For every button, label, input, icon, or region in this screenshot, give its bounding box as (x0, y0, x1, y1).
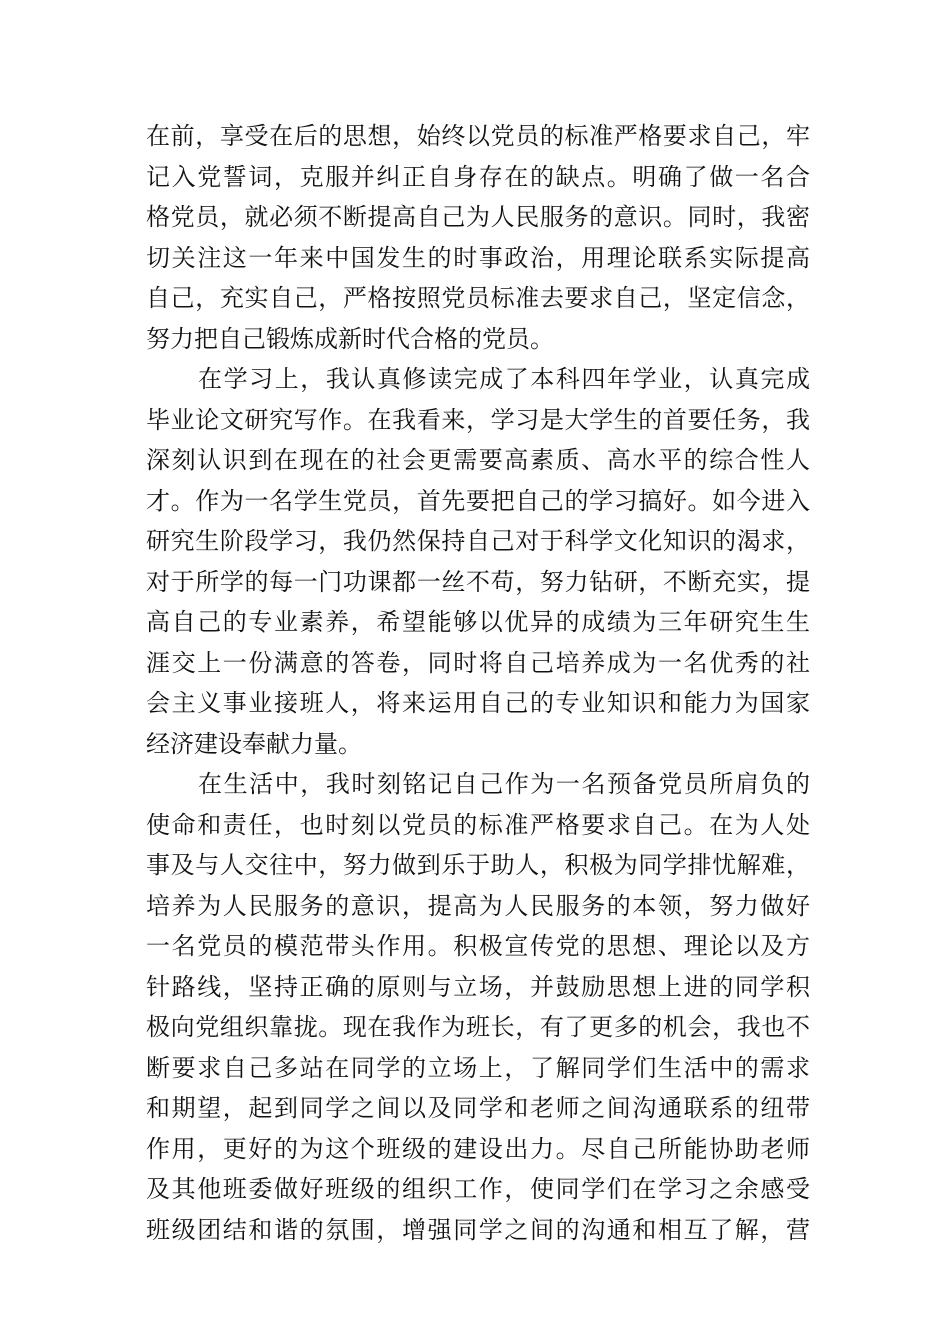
text-line: 培养为人民服务的意识，提高为人民服务的本领，努力做好 (146, 891, 810, 920)
text-line: 作用，更好的为这个班级的建设出力。尽自己所能协助老师 (146, 1134, 810, 1163)
text-line: 一名党员的模范带头作用。积极宣传党的思想、理论以及方 (146, 932, 810, 960)
text-line: 毕业论文研究写作。在我看来，学习是大学生的首要任务，我 (146, 405, 810, 434)
text-line: 事及与人交往中，努力做到乐于助人，积极为同学排忧解难， (146, 851, 810, 879)
text-line: 针路线，坚持正确的原则与立场，并鼓励思想上进的同学积 (146, 972, 810, 1001)
text-line: 及其他班委做好班级的组织工作，使同学们在学习之余感受 (146, 1175, 810, 1203)
text-line: 涯交上一份满意的答卷，同时将自己培养成为一名优秀的社 (146, 648, 810, 677)
text-line: 在生活中，我时刻铭记自己作为一名预备党员所肩负的 (198, 770, 810, 798)
text-line: 经济建设奉献力量。 (146, 729, 362, 758)
text-line: 班级团结和谐的氛围，增强同学之间的沟通和相互了解，营 (146, 1215, 810, 1244)
text-line: 和期望，起到同学之间以及同学和老师之间沟通联系的纽带 (146, 1094, 810, 1122)
paragraph-life (146, 764, 810, 1250)
text-line: 在学习上，我认真修读完成了本科四年学业，认真完成 (198, 365, 810, 393)
text-line: 深刻认识到在现在的社会更需要高素质、高水平的综合性人 (146, 446, 810, 474)
text-line: 记入党誓词，克服并纠正自身存在的缺点。明确了做一名合 (146, 162, 810, 191)
text-line: 研究生阶段学习，我仍然保持自己对于科学文化知识的渴求， (146, 527, 810, 555)
text-line: 高自己的专业素养，希望能够以优异的成绩为三年研究生生 (146, 608, 810, 636)
text-line: 切关注这一年来中国发生的时事政治，用理论联系实际提高 (146, 243, 810, 272)
document-body (146, 116, 810, 1250)
paragraph-party-member-commitment (146, 116, 810, 359)
text-line: 努力把自己锻炼成新时代合格的党员。 (146, 324, 554, 353)
text-line: 自己，充实自己，严格按照党员标准去要求自己，坚定信念， (146, 284, 810, 312)
text-line: 使命和责任，也时刻以党员的标准严格要求自己。在为人处 (146, 810, 810, 839)
text-line: 在前，享受在后的思想，始终以党员的标准严格要求自己，牢 (146, 122, 810, 150)
text-line: 断要求自己多站在同学的立场上，了解同学们生活中的需求 (146, 1053, 810, 1082)
text-line: 会主义事业接班人，将来运用自己的专业知识和能力为国家 (146, 689, 810, 717)
paragraph-study (146, 359, 810, 764)
text-line: 才。作为一名学生党员，首先要把自己的学习搞好。如今进入 (146, 486, 810, 515)
text-line: 对于所学的每一门功课都一丝不苟，努力钻研，不断充实，提 (146, 567, 810, 596)
text-line: 极向党组织靠拢。现在我作为班长，有了更多的机会，我也不 (146, 1013, 810, 1041)
text-line: 格党员，就必须不断提高自己为人民服务的意识。同时，我密 (146, 203, 810, 231)
